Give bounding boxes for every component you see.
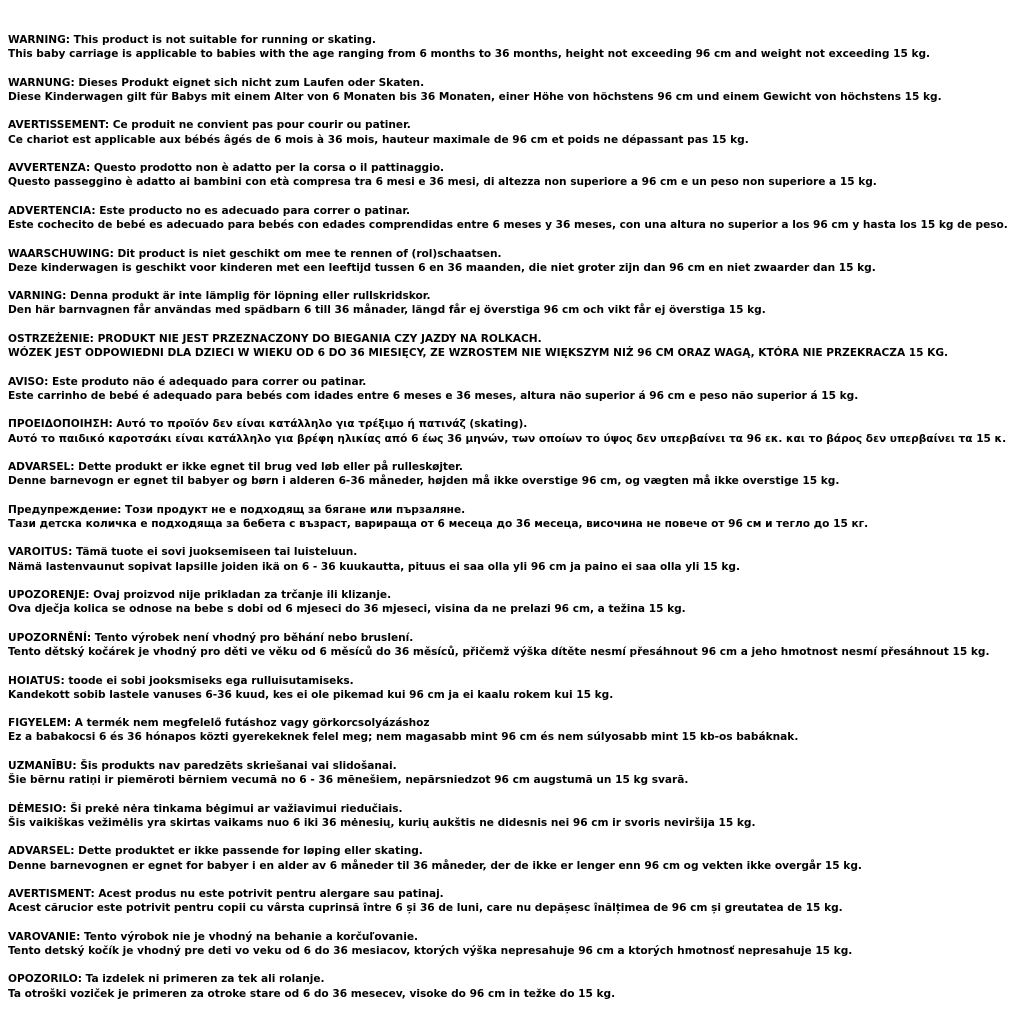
warning-block-portuguese xyxy=(8,375,1020,403)
warning-heading: ADVARSEL: Dette produktet er ikke passende for løping eller skating. xyxy=(8,845,423,858)
warning-body: Este carrinho de bebé é adequado para bebés com idades entre 6 meses e 36 meses, altura não superior á 96 cm e peso não superior á 15 kg. xyxy=(8,389,859,402)
warning-block-slovenian xyxy=(8,972,1020,1000)
warning-block-spanish xyxy=(8,204,1020,232)
warning-heading: OPOZORILO: Ta izdelek ni primeren za tek ali rolanje. xyxy=(8,973,325,986)
warning-block-dutch xyxy=(8,247,1020,275)
warning-heading: ADVARSEL: Dette produkt er ikke egnet til brug ved løb eller på rulleskøjter. xyxy=(8,461,463,474)
warning-body: Тази детска количка е подходяща за бебета с възраст, варираща от 6 месеца до 36 месеца, височина не повече от 96 см и тегло до 15 кг. xyxy=(8,517,869,530)
warning-body: Diese Kinderwagen gilt für Babys mit einem Alter von 6 Monaten bis 36 Monaten, einer Höhe von höchstens 96 cm und einem Gewicht von höchstens 15 kg. xyxy=(8,90,942,103)
warning-heading: VAROVANIE: Tento výrobok nie je vhodný na behanie a korčuľovanie. xyxy=(8,930,418,943)
warning-block-finnish xyxy=(8,545,1020,573)
warning-body: This baby carriage is applicable to babies with the age ranging from 6 months to 36 months, height not exceeding 96 cm and weight not exceeding 15 kg. xyxy=(8,48,931,61)
warning-block-romanian xyxy=(8,887,1020,915)
warning-body: Ta otroški voziček je primeren za otroke stare od 6 do 36 mesecev, visoke do 96 cm in težke do 15 kg. xyxy=(8,987,616,1000)
warning-body: Denne barnevognen er egnet for babyer i en alder av 6 måneder til 36 måneder, der de ikke er lenger enn 96 cm og vekten ikke overgår 15 kg. xyxy=(8,859,862,872)
warning-heading: Предупреждение: Този продукт не е подходящ за бягане или пързаляне. xyxy=(8,503,466,516)
warning-block-polish xyxy=(8,332,1020,360)
warning-heading: UPOZORENJE: Ovaj proizvod nije prikladan za trčanje ili klizanje. xyxy=(8,589,392,602)
warning-heading: AVISO: Este produto não é adequado para correr ou patinar. xyxy=(8,375,367,388)
warning-body: Kandekott sobib lastele vanuses 6-36 kuud, kes ei ole pikemad kui 96 cm ja ei kaalu rokem kui 15 kg. xyxy=(8,688,614,701)
warning-body: Este cochecito de bebé es adecuado para bebés con edades comprendidas entre 6 meses y 36 meses, con una altura no superior a los 96 cm y hasta los 15 kg de peso. xyxy=(8,219,1008,232)
warning-block-italian xyxy=(8,161,1020,189)
warning-block-german xyxy=(8,76,1020,104)
warning-heading: UZMANĪBU: Šis produkts nav paredzēts skriešanai vai slidošanai. xyxy=(8,759,397,772)
warning-body: Ez a babakocsi 6 és 36 hónapos közti gyerekeknek felel meg; nem magasabb mint 96 cm és nem súlyosabb mint 15 kb-os babáknak. xyxy=(8,731,799,744)
warning-heading: WAARSCHUWING: Dit product is niet geschikt om mee te rennen of (rol)schaatsen. xyxy=(8,247,502,260)
warning-body: Tento dětský kočárek je vhodný pro děti ve věku od 6 měsíců do 36 měsíců, přičemž výška dítěte nesmí přesáhnout 96 cm a jeho hmotnost nesmí přesáhnout 15 kg. xyxy=(8,646,990,659)
warning-heading: WARNUNG: Dieses Produkt eignet sich nicht zum Laufen oder Skaten. xyxy=(8,76,425,89)
warning-block-czech xyxy=(8,631,1020,659)
warning-body: Deze kinderwagen is geschikt voor kinderen met een leeftijd tussen 6 en 36 maanden, die niet groter zijn dan 96 cm en niet zwaarder dan 15 kg. xyxy=(8,261,876,274)
warning-body: Questo passeggino è adatto ai bambini con età compresa tra 6 mesi e 36 mesi, di altezza non superiore a 96 cm e un peso non superiore a 15 kg. xyxy=(8,176,877,189)
warning-block-french xyxy=(8,118,1020,146)
warning-body: Nämä lastenvaunut sopivat lapsille joiden ikä on 6 - 36 kuukautta, pituus ei saa olla yli 96 cm ja paino ei saa olla yli 15 kg. xyxy=(8,560,740,573)
warning-body: Denne barnevogn er egnet til babyer og børn i alderen 6-36 måneder, højden må ikke overstige 96 cm, og vægten må ikke overstige 15 kg. xyxy=(8,475,840,488)
warning-heading: FIGYELEM: A termék nem megfelelő futáshoz vagy görkorcsolyázáshoz xyxy=(8,717,430,730)
warning-block-norwegian xyxy=(8,844,1020,872)
warning-block-hungarian xyxy=(8,716,1020,744)
warning-body: Αυτό το παιδικό καροτσάκι είναι κατάλληλο για βρέφη ηλικίας από 6 έως 36 μηνών, των οποίων το ύψος δεν υπερβαίνει τα 96 εκ. και το βάρος δεν υπερβαίνει τα 15 κ. xyxy=(8,432,1007,445)
warning-block-lithuanian xyxy=(8,802,1020,830)
warning-heading: VARNING: Denna produkt är inte lämplig för löpning eller rullskridskor. xyxy=(8,290,431,303)
warning-heading: DĖMESIO: Ši prekė nėra tinkama bėgimui ar važiavimui riedučiais. xyxy=(8,802,403,815)
warning-body: Ce chariot est applicable aux bébés âgés de 6 mois à 36 mois, hauteur maximale de 96 cm et poids ne dépassant pas 15 kg. xyxy=(8,133,749,146)
warning-block-bulgarian xyxy=(8,503,1020,531)
warning-heading: OSTRZEŻENIE: PRODUKT NIE JEST PRZEZNACZONY DO BIEGANIA CZY JAZDY NA ROLKACH. xyxy=(8,332,542,345)
warning-body: WÓZEK JEST ODPOWIEDNI DLA DZIECI W WIEKU OD 6 DO 36 MIESIĘCY, ZE WZROSTEM NIE WIĘKSZYM NIŻ 96 CM ORAZ WAGĄ, KTÓRA NIE PRZEKRACZA 15 KG. xyxy=(8,347,949,360)
warning-heading: ADVERTENCIA: Este producto no es adecuado para correr o patinar. xyxy=(8,204,411,217)
warning-block-danish xyxy=(8,460,1020,488)
warning-heading: UPOZORNĚNÍ: Tento výrobek není vhodný pro běhání nebo bruslení. xyxy=(8,631,414,644)
warning-heading: VAROITUS: Tämä tuote ei sovi juoksemiseen tai luisteluun. xyxy=(8,546,358,559)
warning-heading: HOIATUS: toode ei sobi jooksmiseks ega rulluisutamiseks. xyxy=(8,674,354,687)
warning-block-estonian xyxy=(8,674,1020,702)
warning-block-slovak xyxy=(8,930,1020,958)
warning-body: Šie bērnu ratiņi ir piemēroti bērniem vecumā no 6 - 36 mēnešiem, nepārsniedzot 96 cm augstumā un 15 kg svarā. xyxy=(8,774,689,787)
warning-body: Šis vaikiškas vežimėlis yra skirtas vaikams nuo 6 iki 36 mėnesių, kurių aukštis ne didesnis nei 96 cm ir svoris neviršija 15 kg. xyxy=(8,816,756,829)
warning-body: Den här barnvagnen får användas med spädbarn 6 till 36 månader, längd får ej överstiga 96 cm och vikt får ej överstiga 15 kg. xyxy=(8,304,766,317)
warning-body: Acest cărucior este potrivit pentru copii cu vârsta cuprinsă între 6 și 36 de luni, care nu depășesc înălțimea de 96 cm și greutatea de 15 kg. xyxy=(8,902,843,915)
warning-block-swedish xyxy=(8,289,1020,317)
warning-block-english xyxy=(8,33,1020,61)
warning-heading: AVERTISMENT: Acest produs nu este potrivit pentru alergare sau patinaj. xyxy=(8,888,444,901)
warning-heading: ΠΡΟΕΙΔΟΠΟΙΗΣΗ: Αυτό το προϊόν δεν είναι κατάλληλο για τρέξιμο ή πατινάζ (skating). xyxy=(8,418,528,431)
warning-body: Tento detský kočík je vhodný pre deti vo veku od 6 do 36 mesiacov, ktorých výška nepresahuje 96 cm a ktorých hmotnosť nepresahuje 15 kg. xyxy=(8,944,853,957)
warning-block-latvian xyxy=(8,759,1020,787)
warning-block-croatian xyxy=(8,588,1020,616)
multilingual-warning-document xyxy=(8,33,1020,1015)
warning-body: Ova dječja kolica se odnose na bebe s dobi od 6 mjeseci do 36 mjeseci, visina da ne prelazi 96 cm, a težina 15 kg. xyxy=(8,603,686,616)
warning-heading: WARNING: This product is not suitable for running or skating. xyxy=(8,34,376,46)
warning-heading: AVERTISSEMENT: Ce produit ne convient pas pour courir ou patiner. xyxy=(8,119,411,132)
warning-heading: AVVERTENZA: Questo prodotto non è adatto per la corsa o il pattinaggio. xyxy=(8,162,444,175)
warning-block-greek xyxy=(8,417,1020,445)
